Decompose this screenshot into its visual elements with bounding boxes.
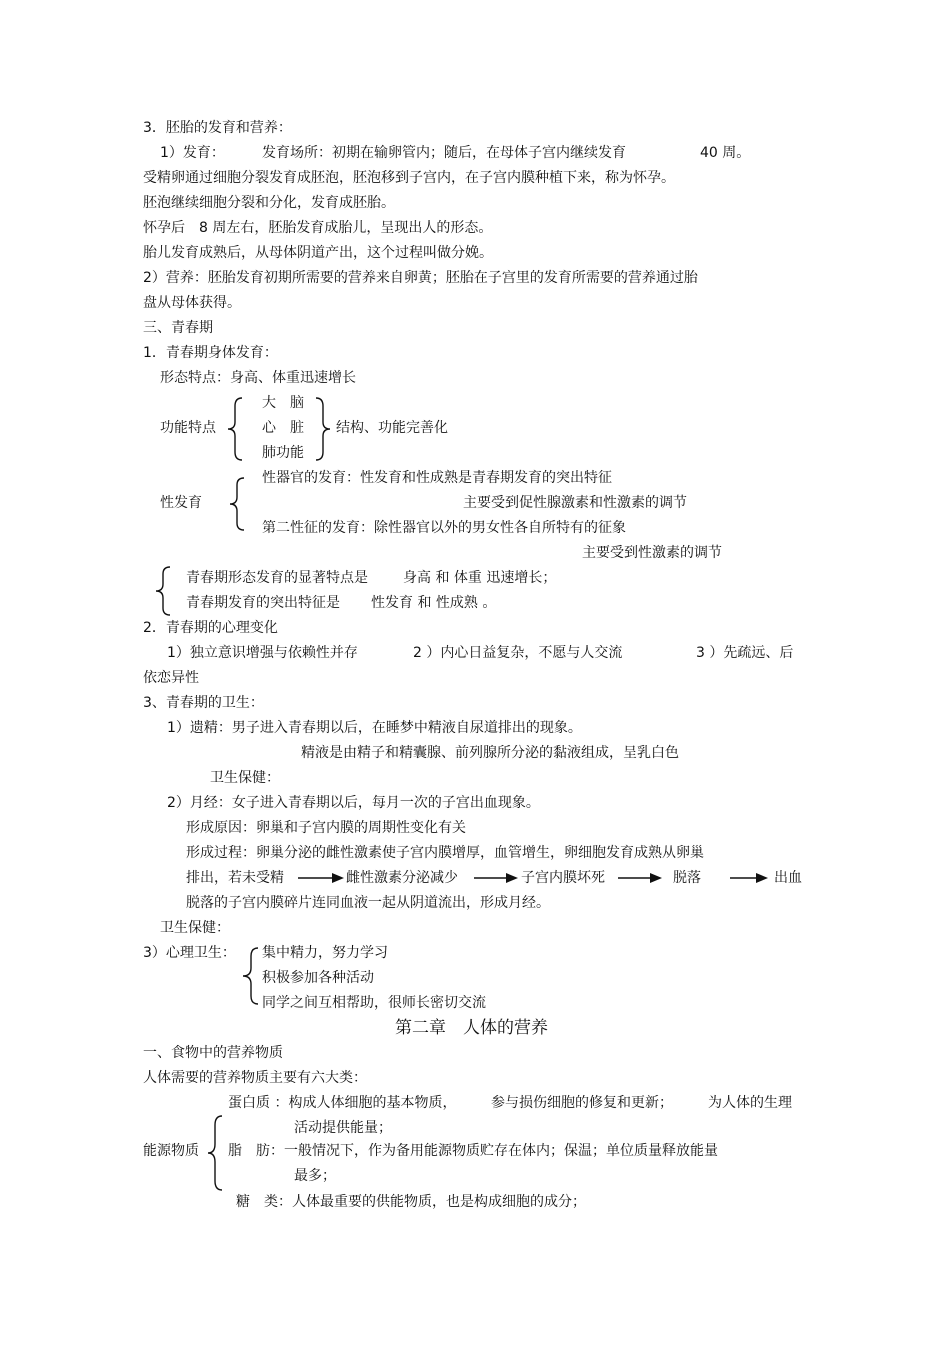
text-line: 1）遗精：男子进入青春期以后，在睡梦中精液自尿道排出的现象。	[167, 720, 582, 736]
text-line: 2 ）内心日益复杂，不愿与人交流	[413, 645, 623, 661]
text-line: 2）营养：胚胎发育初期所需要的营养来自卵黄；胚胎在子宫里的发育所需要的营养通过胎	[143, 270, 698, 286]
text-line: 受精卵通过细胞分裂发育成胚泡，胚泡移到子宫内，在子宫内膜种植下来，称为怀孕。	[143, 170, 675, 186]
text-line: 主要受到性激素的调节	[582, 545, 722, 561]
text-line: 盘从母体获得。	[143, 295, 241, 311]
text-line: 心 脏	[262, 420, 304, 436]
text-line: 3 ）先疏远、后	[696, 645, 794, 661]
text-line: 身高 和 体重 迅速增长；	[403, 570, 557, 586]
text-line: 卫生保健：	[160, 920, 230, 936]
text-line: 1）独立意识增强与依赖性并存	[167, 645, 358, 661]
text-line: 3）心理卫生：	[143, 945, 236, 961]
text-line: 子宫内膜坏死	[521, 870, 605, 886]
text-line: 排出，若未受精	[186, 870, 284, 886]
text-line: 糖 类：人体最重要的供能物质，也是构成细胞的成分；	[236, 1194, 586, 1210]
text-line: 为人体的生理	[708, 1095, 792, 1111]
text-line: 2）月经：女子进入青春期以后，每月一次的子宫出血现象。	[167, 795, 540, 811]
text-line: 积极参加各种活动	[262, 970, 374, 986]
text-line: 1．青春期身体发育：	[143, 345, 278, 361]
text-line: 青春期发育的突出特征是	[186, 595, 340, 611]
text-line: 精液是由精子和精囊腺、前列腺所分泌的黏液组成，呈乳白色	[301, 745, 679, 761]
arrow-right-icon	[730, 870, 770, 886]
text-line: 大 脑	[262, 395, 304, 411]
text-line: 脱落的子宫内膜碎片连同血液一起从阴道流出，形成月经。	[186, 895, 550, 911]
chapter-title: 第二章 人体的营养	[395, 1018, 548, 1038]
section-heading-nutrients: 一、食物中的营养物质	[143, 1045, 283, 1061]
left-brace-summary	[154, 565, 174, 617]
text-line: 集中精力，努力学习	[262, 945, 388, 961]
text-line: 胚泡继续细胞分裂和分化，发育成胚胎。	[143, 195, 395, 211]
text-line: 形态特点：身高、体重迅速增长	[160, 370, 356, 386]
text-line: 主要受到促性腺激素和性激素的调节	[463, 495, 687, 511]
section-heading-embryo: 3．胚胎的发育和营养：	[143, 120, 292, 136]
left-brace-function	[226, 396, 246, 462]
right-brace-function	[312, 396, 332, 462]
text-line: 同学之间互相帮助，很师长密切交流	[262, 995, 486, 1011]
section-heading-psychology: 2．青春期的心理变化	[143, 620, 278, 636]
text-line: 肺功能	[262, 445, 304, 461]
text-line: 怀孕后 8 周左右，胚胎发育成胎儿，呈现出人的形态。	[143, 220, 493, 236]
text-line: 能源物质	[143, 1143, 199, 1159]
left-brace-energy	[206, 1114, 226, 1192]
text-line: 依恋异性	[143, 670, 199, 686]
text-line: 活动提供能量；	[294, 1120, 392, 1136]
text-line: 参与损伤细胞的修复和更新；	[491, 1095, 673, 1111]
left-brace-sexual-development	[228, 476, 248, 532]
arrow-right-icon	[298, 870, 346, 886]
text-line: 40 周。	[700, 145, 751, 161]
text-line: 胎儿发育成熟后，从母体阴道产出，这个过程叫做分娩。	[143, 245, 493, 261]
text-line: 出血	[774, 870, 802, 886]
text-line: 蛋白质 ：构成人体细胞的基本物质，	[228, 1095, 457, 1111]
text-line: 1）发育：	[160, 145, 225, 161]
text-line: 发育场所：初期在输卵管内；随后，在母体子宫内继续发育	[262, 145, 626, 161]
text-line: 第二性征的发育：除性器官以外的男女性各自所特有的征象	[262, 520, 626, 536]
arrow-right-icon	[474, 870, 520, 886]
text-line: 性发育	[160, 495, 202, 511]
arrow-right-icon	[618, 870, 664, 886]
text-line: 最多；	[294, 1168, 336, 1184]
text-line: 卫生保健：	[210, 770, 280, 786]
text-line: 雌性激素分泌减少	[346, 870, 458, 886]
left-brace-mental-health	[240, 946, 262, 1006]
text-line: 形成过程：卵巢分泌的雌性激素使子宫内膜增厚，血管增生，卵细胞发育成熟从卵巢	[186, 845, 704, 861]
text-line: 功能特点	[160, 420, 216, 436]
text-line: 脱落	[673, 870, 701, 886]
section-heading-puberty: 三、青春期	[143, 320, 213, 336]
text-line: 性器官的发育：性发育和性成熟是青春期发育的突出特征	[262, 470, 612, 486]
text-line: 形成原因：卵巢和子宫内膜的周期性变化有关	[186, 820, 466, 836]
text-line: 脂 肪：一般情况下，作为备用能源物质贮存在体内；保温；单位质量释放能量	[228, 1143, 718, 1159]
text-line: 结构、功能完善化	[336, 420, 448, 436]
section-heading-hygiene: 3、青春期的卫生：	[143, 695, 264, 711]
text-line: 性发育 和 性成熟 。	[371, 595, 497, 611]
text-line: 人体需要的营养物质主要有六大类：	[143, 1070, 367, 1086]
text-line: 青春期形态发育的显著特点是	[186, 570, 368, 586]
